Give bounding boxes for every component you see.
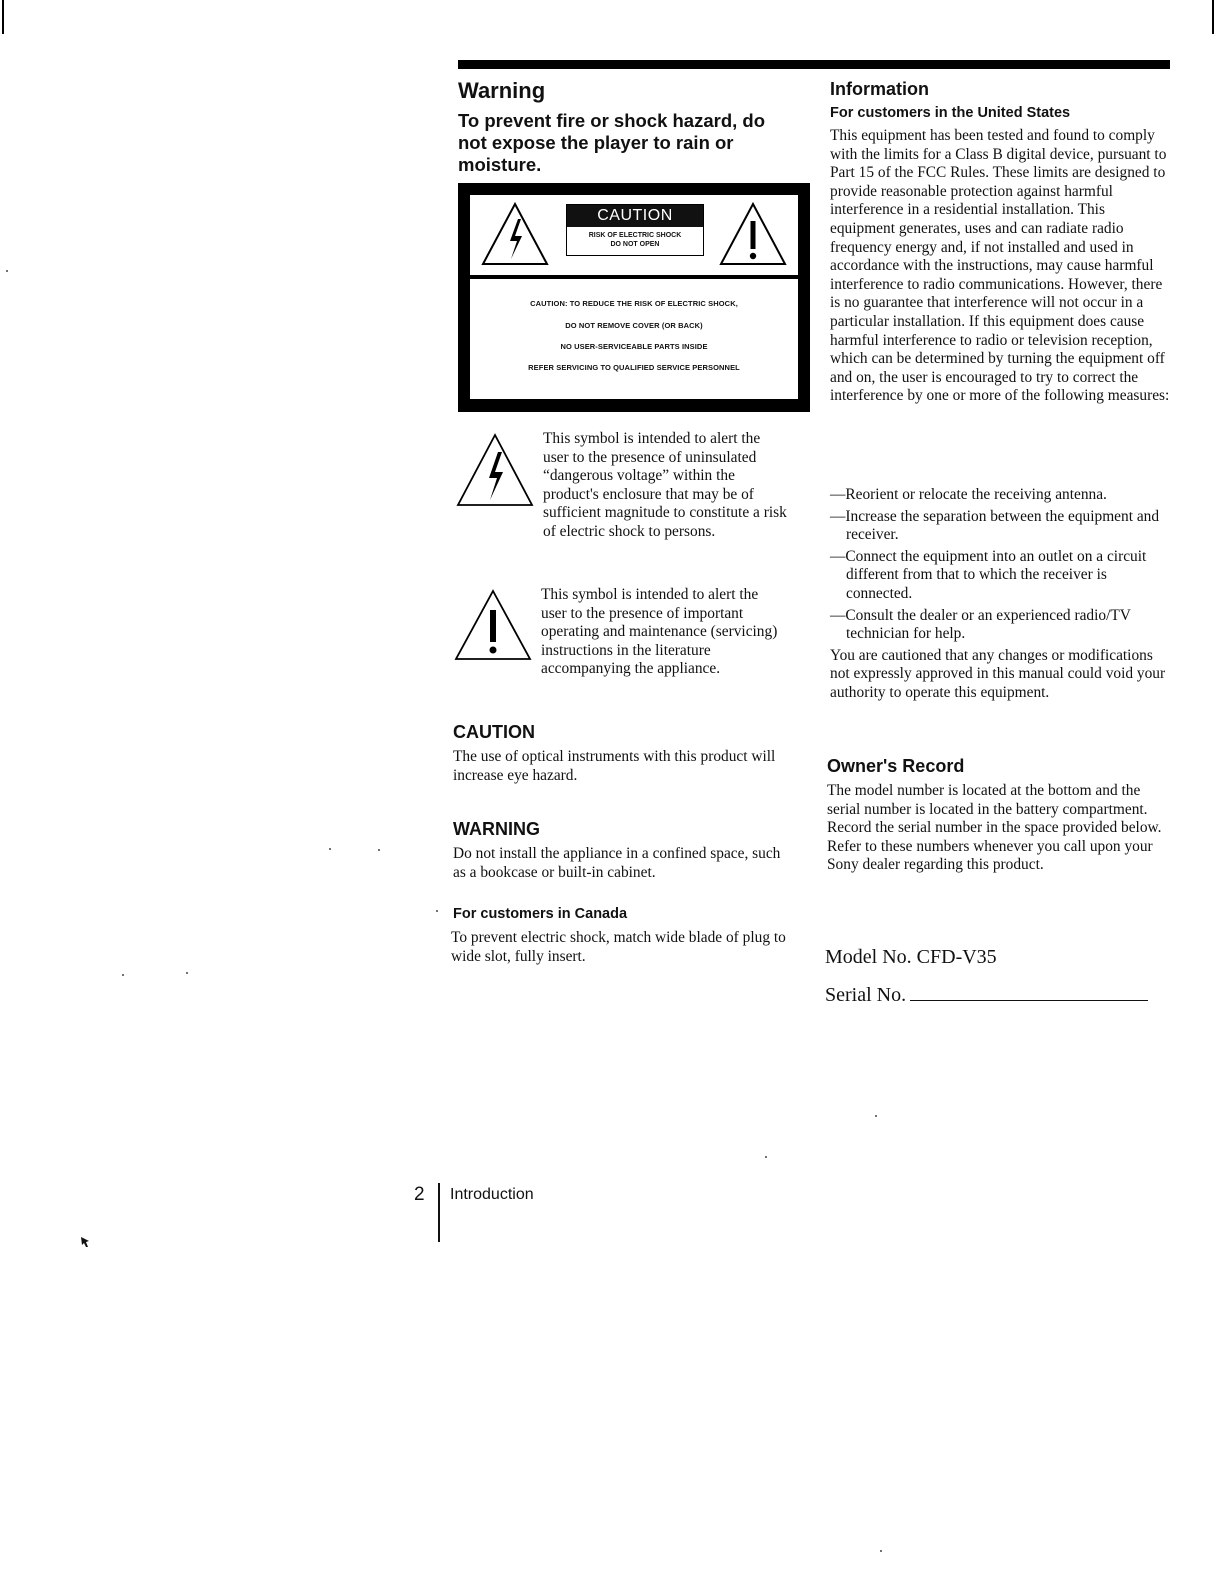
caution-title: CAUTION [453,722,535,742]
caution-label-line: NO USER-SERVICEABLE PARTS INSIDE [560,342,708,351]
list-item: —Connect the equipment into an outlet on a circuit different from that to which the receiver is connected. [830,547,1147,602]
exclamation-symbol-icon [453,588,533,662]
section-label: Introduction [450,1186,534,1203]
caution-label-text-panel [470,279,798,399]
list-item: —Reorient or relocate the receiving antenna. [830,486,1107,503]
caution-label-line: CAUTION: TO REDUCE THE RISK OF ELECTRIC SHOCK, [530,299,738,308]
warning2-title: WARNING [453,819,540,839]
scan-speck [329,848,331,850]
warning-title: Warning [458,78,546,103]
scan-mark-icon [80,1236,90,1248]
scan-speck [880,1550,882,1552]
scan-speck [6,270,8,272]
serial-number-blank [910,982,1148,1001]
caution-label-box [458,183,810,412]
scan-speck [436,910,438,912]
owners-record-title: Owner's Record [827,756,965,776]
scan-speck [875,1115,877,1117]
footer-divider [438,1183,440,1242]
owners-record-text [827,782,1167,875]
top-rule [458,60,1170,69]
warning2-text: Do not install the appliance in a confined space, such as a bookcase or built-in cabinet. [453,845,781,881]
scan-edge-mark-right [1212,0,1214,34]
model-number: Model No. CFD-V35 [825,946,997,968]
scan-speck [765,1156,767,1158]
list-item: —Consult the dealer or an experienced radio/TV technician for help. [830,606,1131,643]
serial-number-row [825,982,1148,1007]
owners-record-text1: The model number is located at the bottom and the serial number is located in the battery compartment. [827,782,1148,818]
caution-sticker-head: CAUTION [567,205,703,227]
caution-sticker [566,204,704,256]
caution-sticker-line1: RISK OF ELECTRIC SHOCK [588,232,682,239]
lightning-symbol-icon [455,432,535,508]
canada-title: For customers in Canada [453,906,628,922]
information-text: This equipment has been tested and found to comply with the limits for a Class B digital device, pursuant to Part 15 of the FCC Rules. These limits are designed to provide reasonable protection against harmful interference in a residential installation. This equipment generates, uses and can radiate radio frequency energy and, if not installed and used in accordance with the instructions, may cause harmful interference to radio communications. However, there is no guarantee that interference will not occur in a particular installation. If this equipment does cause harmful interference to radio or television reception, which can be determined by turning the equipment off and on, the user is encouraged to try to correct the interference by one or more of the following measures: [830,127,1170,405]
exclamation-warning-icon [718,201,788,267]
measures-list [830,486,1170,703]
lightning-warning-icon [480,201,550,267]
scan-speck [378,849,380,851]
scan-speck [186,972,188,974]
information-title: Information [830,79,929,99]
caution-label-line: REFER SERVICING TO QUALIFIED SERVICE PERSONNEL [528,363,740,372]
owners-record-text2: Record the serial number in the space provided below. Refer to these numbers whenever you call upon your Sony dealer regarding this product. [827,819,1162,874]
lightning-symbol-text: This symbol is intended to alert the user to the presence of uninsulated “dangerous voltage” within the product's enclosure that may be of sufficient magnitude to constitute a risk of electric shock to persons. [543,430,787,540]
canada-text: To prevent electric shock, match wide blade of plug to wide slot, fully insert. [451,929,786,965]
scan-speck [122,974,124,976]
caution-sticker-line2: DO NOT OPEN [610,241,660,248]
caution-label-top [470,195,798,275]
list-item: —Increase the separation between the equipment and receiver. [830,507,1160,544]
exclamation-symbol-text: This symbol is intended to alert the user to the presence of important operating and maintenance (servicing) instructions in the literature accompanying the appliance. [541,586,778,678]
scan-edge-mark-left [2,0,4,34]
warning-subtitle: To prevent fire or shock hazard, do not expose the player to rain or moisture. [458,110,766,175]
caution-label-line: DO NOT REMOVE COVER (OR BACK) [565,321,703,330]
caution-text: The use of optical instruments with this product will increase eye hazard. [453,748,776,784]
page-number: 2 [414,1184,425,1205]
information-closing: You are cautioned that any changes or modifications not expressly approved in this manual could void your authority to operate this equipment. [830,646,1166,701]
serial-label: Serial No. [825,984,907,1006]
information-subtitle: For customers in the United States [830,105,1071,121]
